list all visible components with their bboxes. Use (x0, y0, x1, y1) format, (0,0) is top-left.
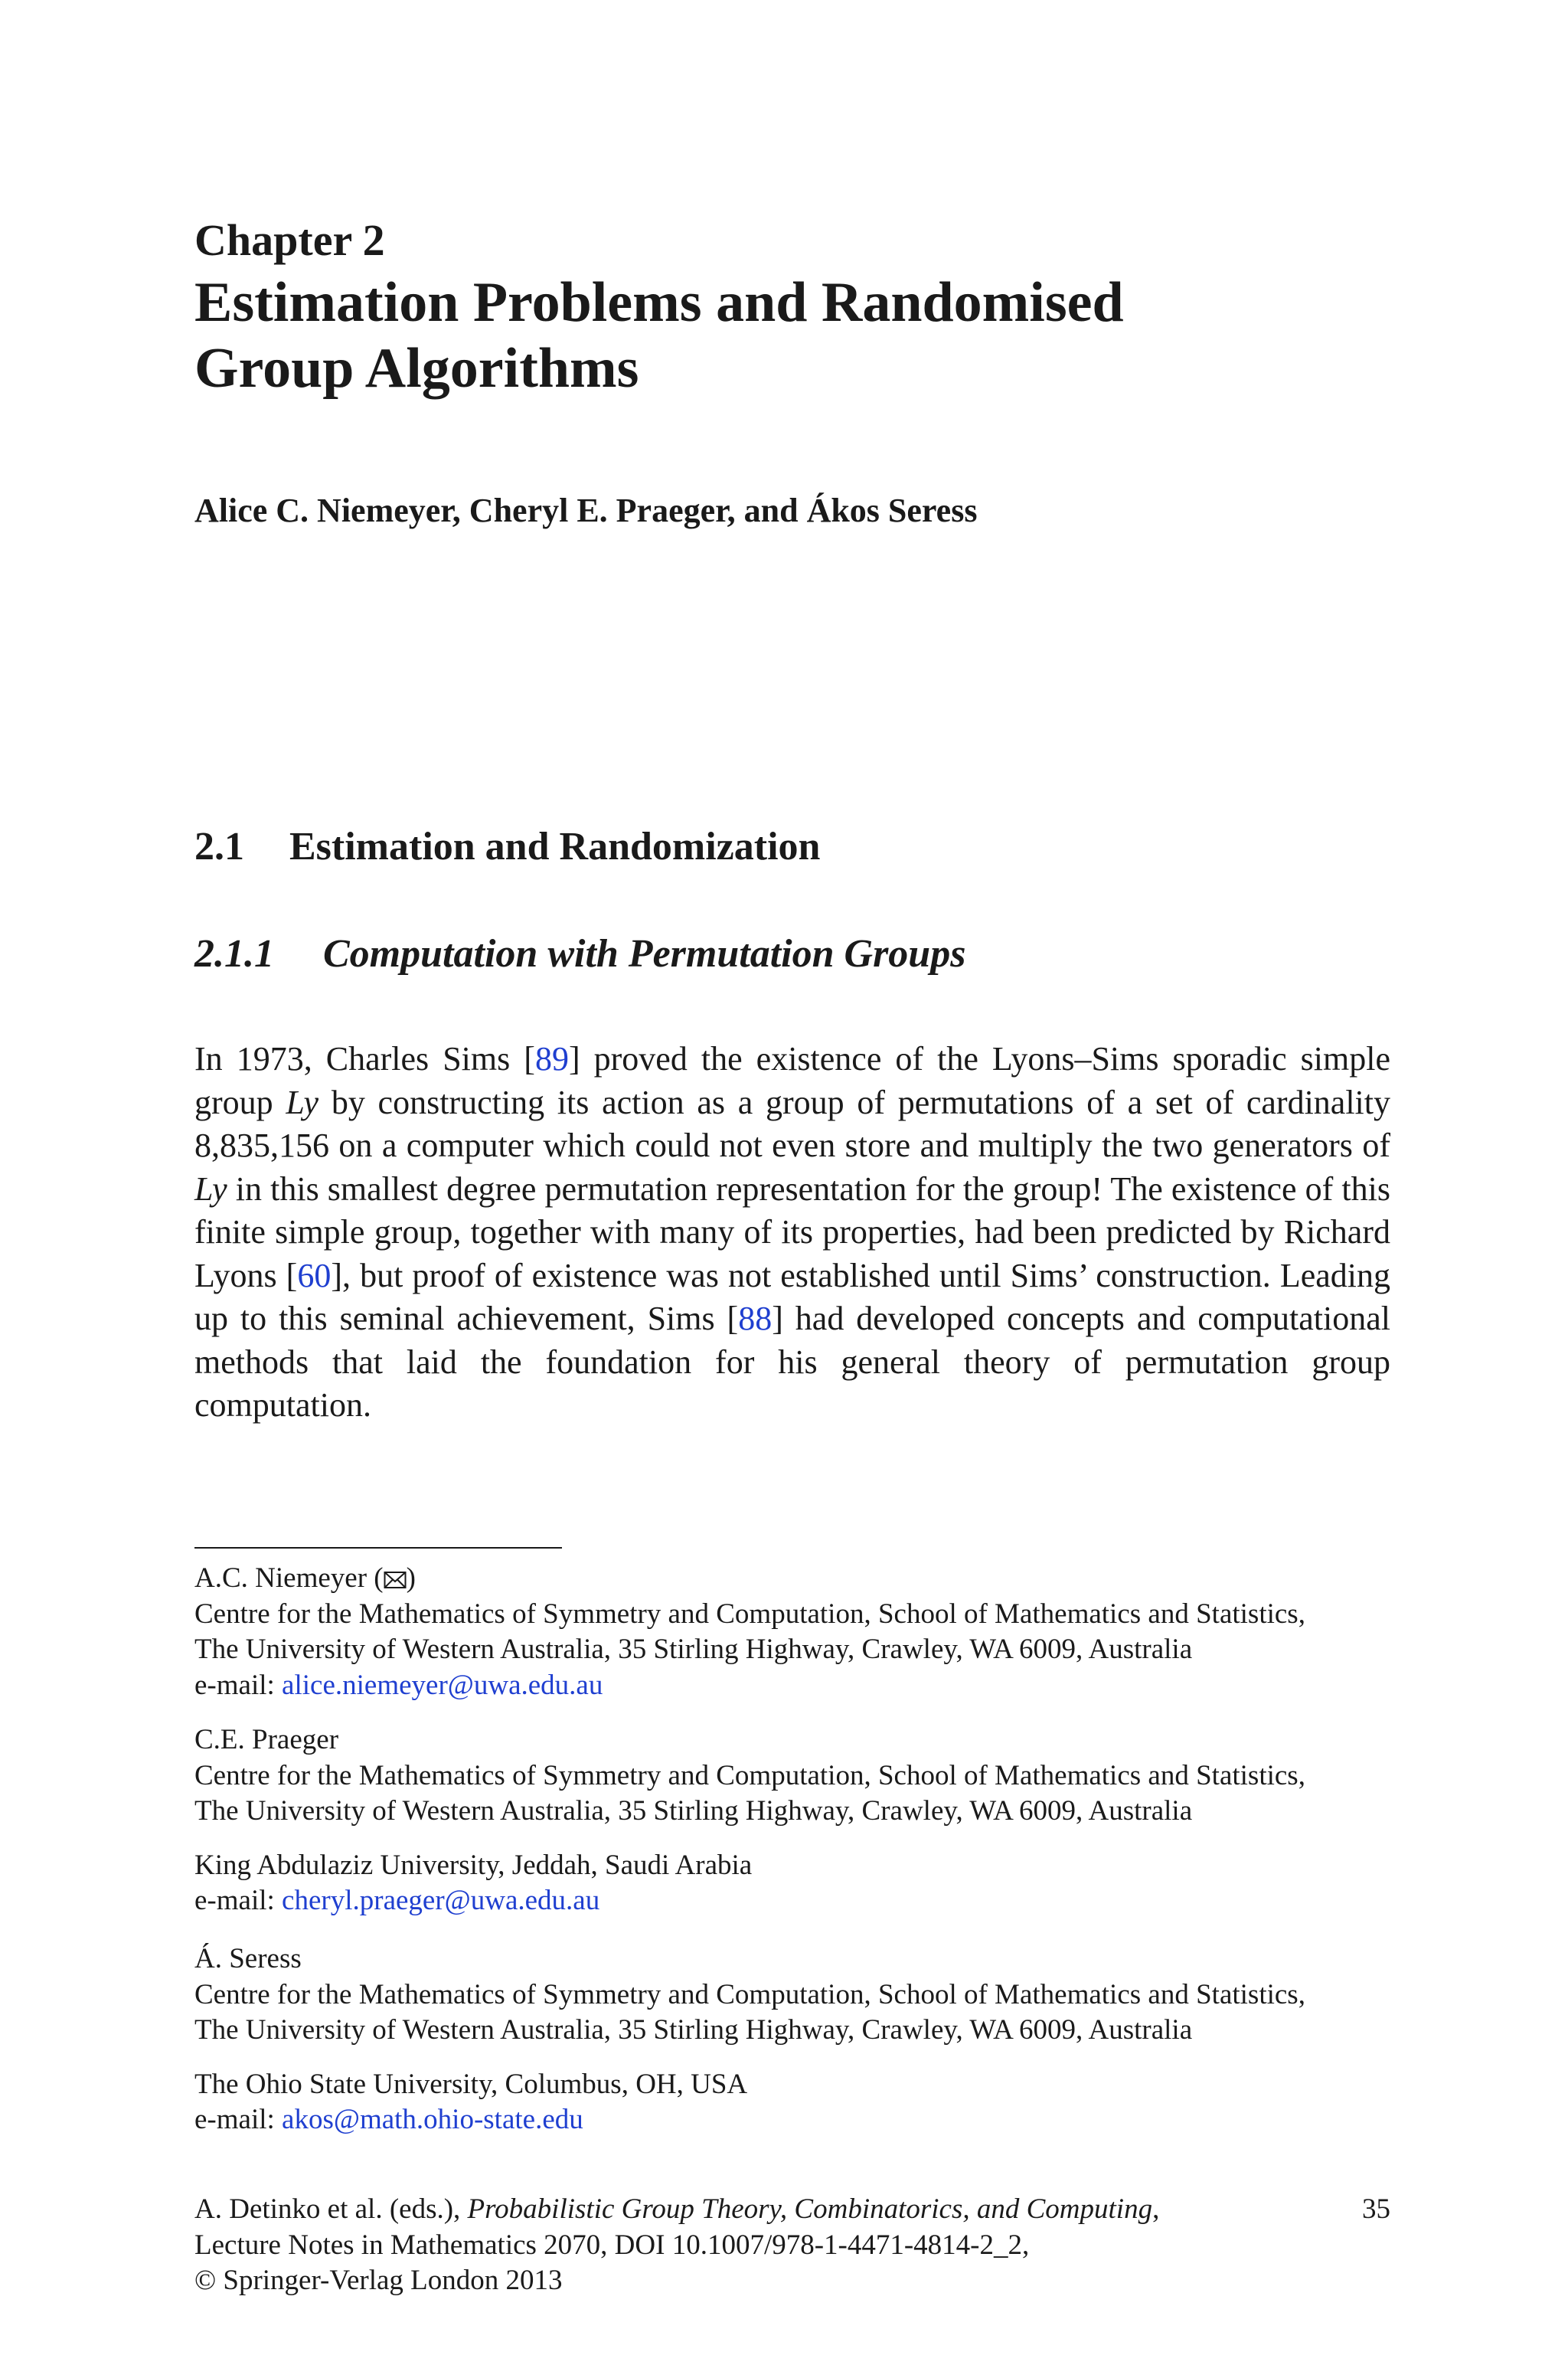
author-name-seress: Á. Seress (194, 1943, 302, 1974)
publication-line-1 (194, 2192, 1390, 2228)
affiliation-line: Centre for the Mathematics of Symmetry and Computation, School of Mathematics and Statistics, (194, 1978, 1305, 2010)
body-paragraph (194, 1038, 1390, 1428)
math-ly-2: Ly (194, 1169, 227, 1208)
body-text-6: ] had developed concepts and computational methods that laid the foundation for his general theory of permutation group computation. (194, 1300, 1391, 1424)
affiliation-niemeyer (194, 1561, 1390, 1703)
email-link-niemeyer[interactable]: alice.niemeyer@uwa.edu.au (282, 1669, 603, 1701)
author-name-praeger: C.E. Praeger (194, 1724, 339, 1755)
body-text-1: In 1973, Charles Sims [ (194, 1040, 535, 1078)
chapter-title (194, 270, 1124, 401)
book-title: Probabilistic Group Theory, Combinatorics, and Computing (467, 2193, 1153, 2225)
email-line (194, 2102, 1390, 2138)
body-text-2: ] proved the existence of the Lyons–Sims sporadic simple group (194, 1040, 1390, 1121)
section-title: Estimation and Randomization (289, 825, 821, 868)
email-link-praeger[interactable]: cheryl.praeger@uwa.edu.au (282, 1885, 600, 1916)
author-name-niemeyer-close: ) (406, 1562, 416, 1594)
affiliation-line: The University of Western Australia, 35 Stirling Highway, Crawley, WA 6009, Australia (194, 1634, 1193, 1665)
author-list: Alice C. Niemeyer, Cheryl E. Praeger, and Ákos Seress (194, 492, 978, 529)
editors: A. Detinko et al. (eds.), (194, 2193, 468, 2225)
chapter-title-line-1: Estimation Problems and Randomised (194, 271, 1124, 334)
affiliation-line: King Abdulaziz University, Jeddah, Saudi Arabia (194, 1849, 753, 1881)
affiliation-line: The University of Western Australia, 35 Stirling Highway, Crawley, WA 6009, Australia (194, 2014, 1193, 2046)
copyright-line: © Springer-Verlag London 2013 (194, 2265, 563, 2296)
citation-link-89[interactable]: 89 (534, 1040, 569, 1078)
email-link-seress[interactable]: akos@math.ohio-state.edu (282, 2104, 583, 2135)
body-text-3: by constructing its action as a group of permutations of a set of cardinality 8,835,156 on a computer which could not even store and multiply the two generators of (194, 1083, 1391, 1164)
chapter-title-line-2: Group Algorithms (194, 337, 639, 400)
email-line (194, 1668, 1390, 1704)
section-number: 2.1 (194, 825, 244, 868)
page-number: 35 (1362, 2193, 1390, 2225)
subsection-title: Computation with Permutation Groups (323, 932, 966, 976)
affiliation-line: Centre for the Mathematics of Symmetry and Computation, School of Mathematics and Statistics, (194, 1598, 1305, 1630)
email-label: e-mail: (194, 1885, 283, 1916)
subsection-heading (194, 931, 965, 977)
affiliation-praeger (194, 1722, 1390, 1919)
email-line (194, 1883, 1390, 1919)
author-name-niemeyer-text: A.C. Niemeyer ( (194, 1562, 384, 1594)
envelope-icon[interactable] (384, 1571, 407, 1589)
email-label: e-mail: (194, 1669, 283, 1701)
math-ly-1: Ly (286, 1083, 319, 1121)
subsection-number: 2.1.1 (194, 932, 274, 976)
affiliation-line: Centre for the Mathematics of Symmetry and Computation, School of Mathematics and Statistics, (194, 1759, 1305, 1791)
email-label: e-mail: (194, 2104, 283, 2135)
paper-page (194, 0, 1390, 2378)
body-text-4: in this smallest degree permutation representation for the group! The existence of this finite simple group, together with many of its properties, had been predicted by Richard Lyons [ (194, 1169, 1390, 1294)
affiliation-line: The University of Western Australia, 35 Stirling Highway, Crawley, WA 6009, Australia (194, 1795, 1193, 1827)
affiliation-line: The Ohio State University, Columbus, OH, USA (194, 2068, 748, 2100)
author-name-niemeyer (194, 1561, 1390, 1597)
citation-link-88[interactable]: 88 (738, 1300, 773, 1337)
footnote-divider (194, 1547, 562, 1549)
publication-info (194, 2192, 1390, 2299)
citation-link-60[interactable]: 60 (297, 1256, 332, 1294)
series-doi-line: Lecture Notes in Mathematics 2070, DOI 10.1007/978-1-4471-4814-2_2, (194, 2229, 1030, 2261)
body-text-5: ], but proof of existence was not established until Sims’ construction. Leading up to this seminal achievement, Sims [ (194, 1256, 1390, 1337)
affiliation-seress (194, 1941, 1390, 2138)
chapter-label: Chapter 2 (194, 215, 385, 265)
book-title-comma: , (1152, 2193, 1160, 2225)
section-heading (194, 824, 820, 870)
